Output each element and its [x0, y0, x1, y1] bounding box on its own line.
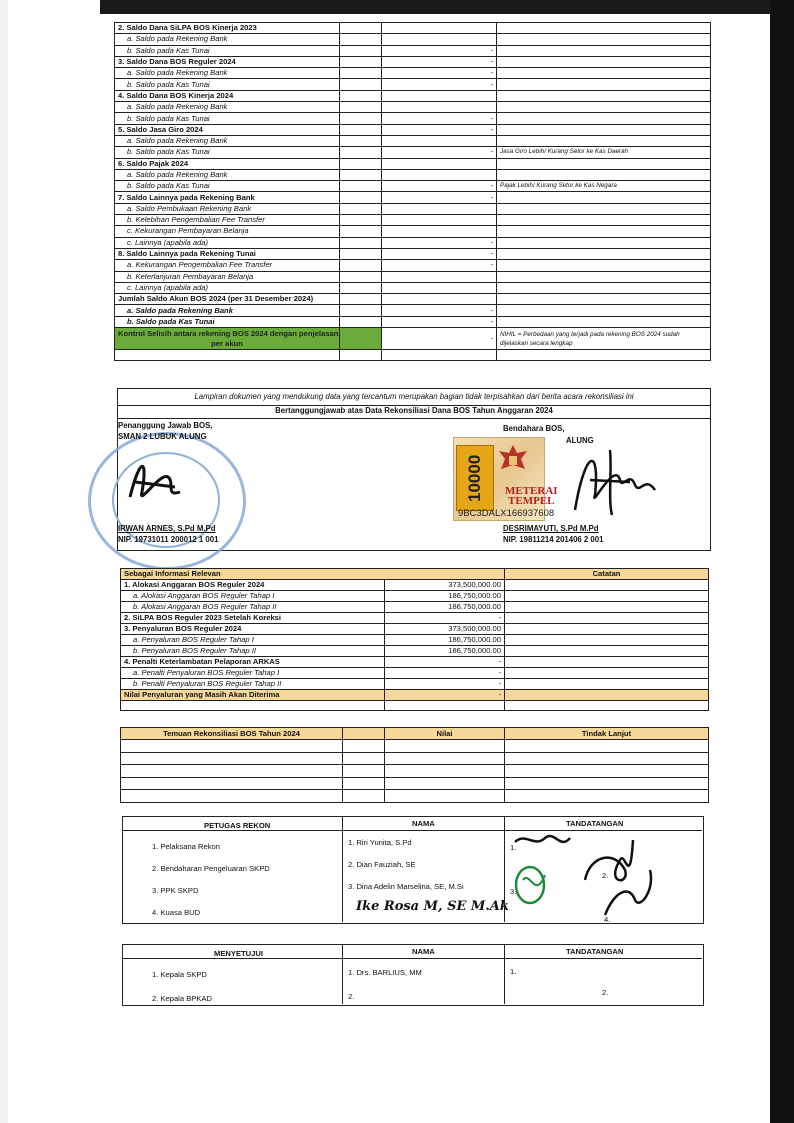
recon-empty-cell: [340, 215, 382, 226]
petugas-nama-header: NAMA: [412, 819, 435, 828]
info-catatan: [505, 646, 709, 657]
recon-label: b. Saldo pada Kas Tunai: [115, 316, 340, 327]
petugas-name: Ike Rosa M, SE M.Ak: [356, 899, 509, 914]
recon-value: [382, 158, 497, 169]
recon-note: [497, 271, 711, 282]
recon-value: -: [382, 237, 497, 248]
kontrol-label-2: per akun: [211, 338, 243, 348]
recon-row: [115, 215, 711, 226]
recon-value: -: [382, 45, 497, 56]
info-value: -: [385, 679, 505, 690]
recon-note: Jasa Giro Lebih/ Kurang Setor ke Kas Daerah: [497, 147, 711, 158]
recon-row: [115, 271, 711, 282]
info-label: a. Penalti Penyaluran BOS Reguler Tahap I: [121, 668, 385, 679]
recon-value: -: [382, 248, 497, 259]
petugas-divider-1: [342, 816, 343, 922]
info-header: Sebagai Informasi Relevan: [121, 569, 505, 580]
temuan-row: [121, 740, 709, 753]
kontrol-value: -: [382, 328, 497, 350]
recon-note: [497, 23, 711, 34]
info-label: 2. SiLPA BOS Reguler 2023 Setelah Koreksi: [121, 613, 385, 624]
recon-value: [382, 135, 497, 146]
blank-cell: [121, 740, 343, 753]
recon-empty-cell: [340, 147, 382, 158]
info-catatan: [505, 657, 709, 668]
recon-note: [497, 68, 711, 79]
blank-cell: [343, 777, 385, 790]
blank-cell: [385, 765, 505, 778]
info-catatan: [505, 690, 709, 701]
info-catatan: [505, 679, 709, 690]
info-row: [121, 602, 709, 613]
left-signer-role: Penanggung Jawab BOS,: [118, 421, 213, 430]
recon-row: [115, 34, 711, 45]
kontrol-label: [115, 328, 340, 350]
recon-row: [115, 294, 711, 305]
recon-label: a. Kekurangan Pengembalian Fee Transfer: [115, 260, 340, 271]
blank-cell: [121, 790, 343, 803]
menyetujui-role: 2. Kepala BPKAD: [152, 994, 212, 1003]
blank-cell: [505, 701, 709, 711]
recon-note: [497, 56, 711, 67]
info-catatan: [505, 591, 709, 602]
recon-row: [115, 226, 711, 237]
blank-cell: [343, 765, 385, 778]
petugas-ttd-header: TANDATANGAN: [566, 819, 624, 828]
menyetujui-name: 2.: [348, 992, 355, 1001]
info-row: [121, 580, 709, 591]
recon-empty-cell: [340, 90, 382, 101]
recon-value: [382, 102, 497, 113]
info-row: [121, 646, 709, 657]
recon-label: b. Saldo pada Kas Tunai: [115, 45, 340, 56]
recon-empty-cell: [340, 316, 382, 327]
blank-cell: [121, 752, 343, 765]
recon-value: -: [382, 181, 497, 192]
info-catatan: [505, 635, 709, 646]
recon-label: 6. Saldo Pajak 2024: [115, 158, 340, 169]
recon-label: a. Saldo Pembukaan Rekening Bank: [115, 203, 340, 214]
recon-value: -: [382, 305, 497, 316]
blank-cell: [340, 350, 382, 361]
recon-label: a. Saldo pada Rekening Bank: [115, 169, 340, 180]
blank-cell: [121, 777, 343, 790]
recon-row: [115, 260, 711, 271]
recon-empty-cell: [340, 68, 382, 79]
tanggung-jawab-text: Bertanggungjawab atas Data Rekonsiliasi Dana BOS Tahun Anggaran 2024: [117, 404, 711, 419]
info-catatan: [505, 624, 709, 635]
recon-label: 3. Saldo Dana BOS Reguler 2024: [115, 56, 340, 67]
menyetujui-role: 1. Kepala SKPD: [152, 970, 207, 979]
blank-cell: [343, 752, 385, 765]
recon-row: [115, 135, 711, 146]
left-signer-name: IRWAN ARNES, S.Pd M.Pd: [118, 524, 216, 533]
recon-empty-cell: [340, 305, 382, 316]
petugas-name: 1. Riri Yunita, S.Pd: [348, 838, 412, 847]
left-signer-school: SMAN 2 LUBUK ALUNG: [118, 432, 207, 441]
recon-note: [497, 282, 711, 293]
info-row: [121, 591, 709, 602]
recon-label: c. Lainnya (apabila ada): [115, 282, 340, 293]
recon-row: [115, 169, 711, 180]
recon-empty-cell: [340, 260, 382, 271]
menyetujui-sign-slot: 2.: [602, 988, 609, 997]
kontrol-row: [115, 328, 711, 350]
recon-value: -: [382, 316, 497, 327]
recon-empty-cell: [340, 294, 382, 305]
right-signer-nip: NIP. 19811214 201406 2 001: [503, 535, 604, 544]
temuan-row: [121, 777, 709, 790]
recon-row: [115, 124, 711, 135]
recon-note: [497, 294, 711, 305]
recon-label: 2. Saldo Dana SiLPA BOS Kinerja 2023: [115, 23, 340, 34]
info-row: [121, 668, 709, 679]
recon-label: b. Kelebihan Pengembalian Fee Transfer: [115, 215, 340, 226]
recon-label: a. Saldo pada Rekening Bank: [115, 135, 340, 146]
recon-empty-cell: [340, 181, 382, 192]
recon-note: [497, 90, 711, 101]
recon-row: [115, 305, 711, 316]
menyetujui-sign-slot: 1.: [510, 967, 517, 976]
recon-note: [497, 113, 711, 124]
petugas-role: 1. Pelaksana Rekon: [152, 842, 220, 851]
petugas-sign-slot: 4.: [604, 915, 611, 924]
kontrol-note-2: dijelaskan secara lengkap: [500, 339, 573, 347]
blank-cell: [505, 740, 709, 753]
recon-row: [115, 237, 711, 248]
recon-value: -: [382, 113, 497, 124]
recon-label: a. Saldo pada Rekening Bank: [115, 68, 340, 79]
info-value: 186,750,000.00: [385, 602, 505, 613]
recon-empty-cell: [340, 271, 382, 282]
recon-note: [497, 135, 711, 146]
info-catatan: [505, 580, 709, 591]
info-row: [121, 635, 709, 646]
temuan-row: [121, 790, 709, 803]
recon-row: [115, 79, 711, 90]
right-signer-name: DESRIMAYUTI, S.Pd M.Pd: [503, 524, 599, 533]
recon-row: [115, 45, 711, 56]
recon-note: [497, 169, 711, 180]
info-catatan-header: Catatan: [505, 569, 709, 580]
blank-cell: [505, 752, 709, 765]
recon-label: 4. Saldo Dana BOS Kinerja 2024: [115, 90, 340, 101]
recon-value: [382, 90, 497, 101]
recon-value: -: [382, 79, 497, 90]
info-label: b. Penyaluran BOS Reguler Tahap II: [121, 646, 385, 657]
temuan-table: [120, 727, 709, 803]
blank-cell: [343, 740, 385, 753]
recon-note: [497, 34, 711, 45]
recon-value: [382, 271, 497, 282]
recon-row: [115, 113, 711, 124]
reconciliation-table: [114, 22, 711, 361]
recon-row: [115, 181, 711, 192]
petugas-name: 3. Dina Adelin Marselina, SE, M.Si: [348, 882, 464, 891]
blank-cell: [385, 777, 505, 790]
recon-label: b. Saldo pada Kas Tunai: [115, 79, 340, 90]
materai-line2: TEMPEL: [508, 495, 555, 507]
page-edge-left: [0, 0, 8, 1123]
recon-empty-cell: [340, 237, 382, 248]
info-label: a. Penyaluran BOS Reguler Tahap I: [121, 635, 385, 646]
info-row: [121, 657, 709, 668]
info-row: [121, 624, 709, 635]
recon-label: 5. Saldo Jasa Giro 2024: [115, 124, 340, 135]
blank-cell: [505, 765, 709, 778]
right-signer-role: Bendahara BOS,: [503, 424, 565, 433]
temuan-header: Temuan Rekonsiliasi BOS Tahun 2024: [121, 728, 343, 740]
recon-empty-cell: [340, 226, 382, 237]
recon-value: [382, 23, 497, 34]
recon-label: a. Saldo pada Rekening Bank: [115, 102, 340, 113]
kontrol-label-1: Kontrol Selisih antara rekening BOS 2024 dengan penjelasan: [118, 328, 339, 338]
recon-note: [497, 260, 711, 271]
info-relevan-table: [120, 568, 709, 711]
recon-empty-cell: [340, 135, 382, 146]
recon-value: -: [382, 68, 497, 79]
recon-label: b. Saldo pada Kas Tunai: [115, 181, 340, 192]
lampiran-text: Lampiran dokumen yang mendukung data yang tercantum merupakan bagian tidak terpisahkan dari berita acara rekonsiliasi ini: [117, 388, 711, 406]
recon-label: c. Kekurangan Pembayaran Belanja: [115, 226, 340, 237]
menyetujui-divider-2: [504, 944, 505, 1004]
recon-note: [497, 79, 711, 90]
recon-label: a. Saldo pada Rekening Bank: [115, 34, 340, 45]
petugas-header: PETUGAS REKON: [204, 821, 271, 830]
recon-empty-cell: [340, 192, 382, 203]
recon-value: [382, 169, 497, 180]
info-catatan: [505, 668, 709, 679]
info-label: b. Alokasi Anggaran BOS Reguler Tahap II: [121, 602, 385, 613]
petugas-role: 4. Kuasa BUD: [152, 908, 201, 917]
recon-empty-cell: [340, 102, 382, 113]
info-label: b. Penalti Penyaluran BOS Reguler Tahap II: [121, 679, 385, 690]
info-value: 373,500,000.00: [385, 580, 505, 591]
right-signature: [560, 440, 670, 520]
materai-line1: METERAI: [505, 485, 558, 497]
recon-empty-cell: [340, 124, 382, 135]
recon-value: [382, 282, 497, 293]
recon-note: [497, 316, 711, 327]
materai-code: 9BC3DALX166937608: [458, 508, 555, 519]
recon-value: -: [382, 260, 497, 271]
info-label: 3. Penyaluran BOS Reguler 2024: [121, 624, 385, 635]
menyetujui-name: 1. Drs. BARLIUS, MM: [348, 968, 422, 977]
info-value: 186,750,000.00: [385, 591, 505, 602]
recon-empty-cell: [340, 203, 382, 214]
blank-cell: [385, 740, 505, 753]
petugas-name: 2. Dian Fauziah, SE: [348, 860, 416, 869]
left-signer-nip: NIP. 19731011 200012 1 001: [118, 535, 219, 544]
recon-note: [497, 203, 711, 214]
recon-row: [115, 90, 711, 101]
recon-note: [497, 192, 711, 203]
menyetujui-header: MENYETUJUI: [214, 949, 263, 958]
recon-row: [115, 192, 711, 203]
info-label: 1. Alokasi Anggaran BOS Reguler 2024: [121, 580, 385, 591]
kontrol-green-cell: [340, 328, 382, 350]
blank-cell: [382, 350, 497, 361]
info-catatan: [505, 602, 709, 613]
info-row: [121, 690, 709, 701]
recon-value: [382, 226, 497, 237]
materai-value: 10000: [456, 445, 494, 511]
recon-value: -: [382, 124, 497, 135]
blank-cell: [121, 765, 343, 778]
petugas-role: 2. Bendaharan Pengeluaran SKPD: [152, 864, 270, 873]
temuan-row: [121, 752, 709, 765]
info-value: 186,750,000.00: [385, 646, 505, 657]
recon-label: Jumlah Saldo Akun BOS 2024 (per 31 Desember 2024): [115, 294, 340, 305]
info-row: [121, 613, 709, 624]
recon-note: Pajak Lebih/ Kurang Setor ke Kas Negara: [497, 181, 711, 192]
recon-empty-cell: [340, 158, 382, 169]
recon-row: [115, 56, 711, 67]
recon-row: [115, 23, 711, 34]
nilai-header: Nilai: [385, 728, 505, 740]
garuda-emblem: [497, 443, 529, 479]
recon-note: [497, 226, 711, 237]
tindak-lanjut-header: Tindak Lanjut: [505, 728, 709, 740]
menyetujui-nama-header: NAMA: [412, 947, 435, 956]
petugas-sign-slot: 2.: [602, 871, 609, 880]
scan-edge-right: [770, 0, 794, 1123]
recon-label: c. Lainnya (apabila ada): [115, 237, 340, 248]
kontrol-note: [497, 328, 711, 350]
temuan-row: [121, 765, 709, 778]
recon-value: -: [382, 56, 497, 67]
recon-empty-cell: [340, 79, 382, 90]
petugas-role: 3. PPK SKPD: [152, 886, 199, 895]
recon-empty-cell: [340, 169, 382, 180]
recon-label: b. Saldo pada Kas Tunai: [115, 113, 340, 124]
recon-note: [497, 305, 711, 316]
blank-cell: [505, 777, 709, 790]
recon-row: [115, 248, 711, 259]
recon-row: [115, 203, 711, 214]
recon-empty-cell: [340, 45, 382, 56]
recon-empty-cell: [340, 282, 382, 293]
menyetujui-header-line: [122, 958, 702, 959]
blank-cell: [385, 701, 505, 711]
recon-value: [382, 294, 497, 305]
recon-empty-cell: [340, 248, 382, 259]
blank-cell: [385, 752, 505, 765]
recon-label: b. Saldo pada Kas Tunai: [115, 147, 340, 158]
scan-edge-top: [100, 0, 770, 14]
info-label: 4. Penalti Keterlambatan Pelaporan ARKAS: [121, 657, 385, 668]
recon-label: b. Keterlanjuran Pembayaran Belanja: [115, 271, 340, 282]
blank-cell: [115, 350, 340, 361]
petugas-sign-slot: 3.: [510, 887, 517, 896]
recon-label: 8. Saldo Lainnya pada Rekening Tunai: [115, 248, 340, 259]
menyetujui-ttd-header: TANDATANGAN: [566, 947, 624, 956]
recon-value: -: [382, 192, 497, 203]
recon-note: [497, 215, 711, 226]
recon-row: [115, 68, 711, 79]
recon-label: a. Saldo pada Rekening Bank: [115, 305, 340, 316]
kontrol-note-1: NIHIL = Perbedaan yang terjadi pada rekening BOS 2024 sudah: [500, 330, 680, 338]
recon-note: [497, 248, 711, 259]
blank-cell: [385, 790, 505, 803]
recon-empty-cell: [340, 34, 382, 45]
recon-empty-cell: [340, 113, 382, 124]
recon-row: [115, 102, 711, 113]
recon-label: 7. Saldo Lainnya pada Rekening Bank: [115, 192, 340, 203]
info-value: -: [385, 657, 505, 668]
info-value: 373,500,000.00: [385, 624, 505, 635]
materai-label: [505, 486, 558, 506]
recon-note: [497, 45, 711, 56]
recon-row: [115, 158, 711, 169]
info-value: -: [385, 668, 505, 679]
info-label: Nilai Penyaluran yang Masih Akan Diterima: [121, 690, 385, 701]
info-label: a. Alokasi Anggaran BOS Reguler Tahap I: [121, 591, 385, 602]
right-signer-school: ALUNG: [566, 436, 594, 445]
recon-row: [115, 147, 711, 158]
recon-value: [382, 203, 497, 214]
blank-cell: [121, 701, 385, 711]
blank-cell: [497, 350, 711, 361]
recon-row: [115, 282, 711, 293]
recon-value: -: [382, 147, 497, 158]
petugas-sign-slot: 1.: [510, 843, 517, 852]
blank-cell: [343, 790, 385, 803]
recon-empty-cell: [340, 23, 382, 34]
recon-value: [382, 34, 497, 45]
menyetujui-divider-1: [342, 944, 343, 1004]
info-value: -: [385, 613, 505, 624]
left-signature: [120, 452, 190, 512]
info-value: -: [385, 690, 505, 701]
blank-cell: [505, 790, 709, 803]
blank-row: [115, 350, 711, 361]
recon-row: [115, 316, 711, 327]
info-blank-row: [121, 701, 709, 711]
info-catatan: [505, 613, 709, 624]
recon-value: [382, 215, 497, 226]
info-row: [121, 679, 709, 690]
recon-note: [497, 237, 711, 248]
recon-empty-cell: [340, 56, 382, 67]
petugas-signatures: [505, 830, 675, 922]
recon-note: [497, 124, 711, 135]
info-value: 186,750,000.00: [385, 635, 505, 646]
recon-note: [497, 102, 711, 113]
recon-note: [497, 158, 711, 169]
